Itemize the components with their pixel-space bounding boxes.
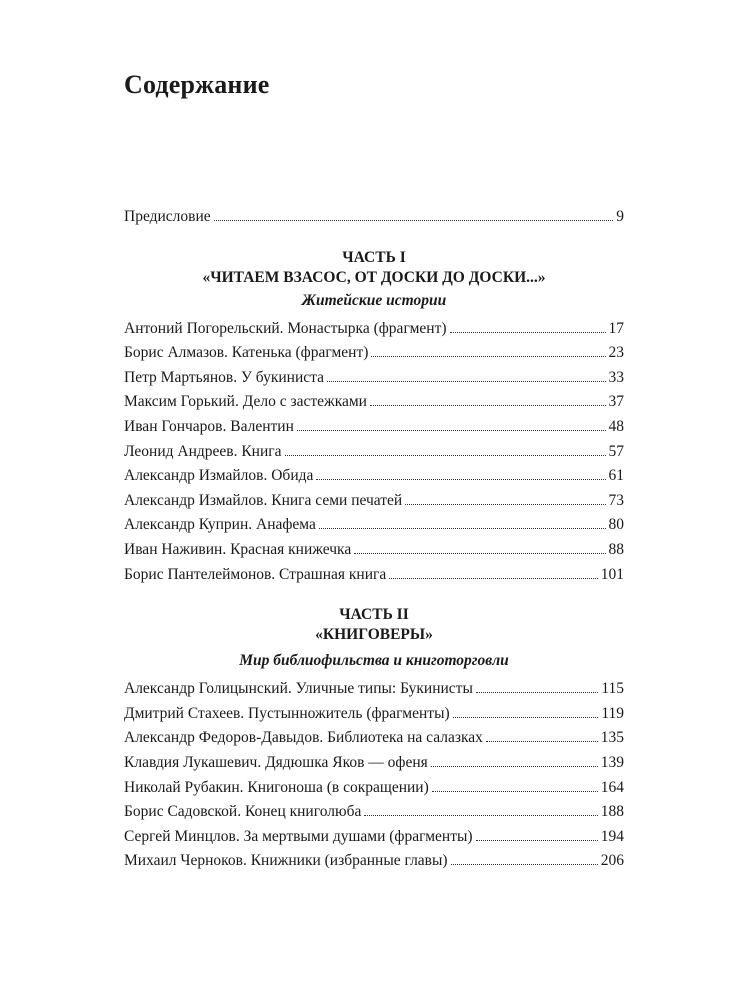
part-2-name: «КНИГОВЕРЫ»: [315, 626, 433, 644]
dot-leader: [476, 840, 598, 841]
toc-entry-page: 101: [600, 565, 624, 583]
toc-entry-label: Дмитрий Стахеев. Пустынножитель (фрагменты): [124, 704, 450, 722]
toc-entry-label: Антоний Погорельский. Монастырка (фрагмент): [124, 319, 447, 337]
dot-leader: [285, 455, 606, 456]
toc-entry-page: 73: [608, 491, 624, 509]
dot-leader: [389, 578, 597, 579]
toc-entry-label: Сергей Минцлов. За мертвыми душами (фрагменты): [124, 827, 473, 845]
part-2-subtitle: Мир библиофильства и книготорговли: [239, 652, 509, 670]
toc-entry[interactable]: [124, 440, 624, 465]
dot-leader: [354, 553, 605, 554]
toc-entry-page: 80: [608, 516, 624, 534]
toc-entry[interactable]: [124, 390, 624, 415]
dot-leader: [370, 405, 606, 406]
toc-entry-label: Леонид Андреев. Книга: [124, 442, 282, 460]
toc-entry[interactable]: [124, 849, 624, 874]
dot-leader: [297, 430, 606, 431]
dot-leader: [450, 332, 606, 333]
toc-entry[interactable]: [124, 563, 624, 588]
toc-entry-page: 23: [608, 344, 624, 362]
toc-entry-label: Александр Измайлов. Книга семи печатей: [124, 491, 403, 509]
toc-entry-page: 206: [600, 852, 624, 870]
toc-entry-label: Борис Садовской. Конец книголюба: [124, 803, 362, 821]
toc-entry-label: Александр Голицынский. Уличные типы: Букинисты: [124, 680, 473, 698]
toc-entry-page: 135: [600, 729, 624, 747]
toc-entry[interactable]: [124, 513, 624, 538]
toc-entry-label: Николай Рубакин. Книгоноша (в сокращении): [124, 778, 429, 796]
toc-entry-label: Александр Федоров-Давыдов. Библиотека на салазках: [124, 729, 483, 747]
toc-entry-page: 33: [608, 368, 624, 386]
toc-entry-label: Александр Измайлов. Обида: [124, 467, 314, 485]
page-title: Содержание: [124, 70, 270, 99]
part-2-heading: ЧАСТЬ II: [339, 606, 409, 624]
toc-entry[interactable]: [124, 341, 624, 366]
table-of-contents: [124, 205, 624, 874]
toc-entry[interactable]: [124, 366, 624, 391]
toc-entry[interactable]: [124, 489, 624, 514]
toc-entry-label: Предисловие: [124, 208, 211, 225]
toc-entry-page: 115: [601, 680, 624, 698]
dot-leader: [476, 692, 598, 693]
toc-entry-page: 17: [608, 319, 624, 337]
toc-entry[interactable]: [124, 776, 624, 801]
toc-entry-page: 57: [608, 442, 624, 460]
toc-entry-label: Клавдия Лукашевич. Дядюшка Яков — офеня: [124, 753, 428, 771]
part-2-entries: [124, 677, 624, 874]
toc-entry[interactable]: [124, 702, 624, 727]
dot-leader: [405, 504, 605, 505]
toc-entry[interactable]: [124, 538, 624, 563]
toc-entry-page: 48: [608, 417, 624, 435]
part-1-name: «ЧИТАЕМ ВЗАСОС, ОТ ДОСКИ ДО ДОСКИ...»: [202, 268, 546, 286]
dot-leader: [431, 766, 598, 767]
toc-entry-label: Борис Пантелеймонов. Страшная книга: [124, 565, 387, 583]
toc-entry-page: 188: [600, 803, 624, 821]
toc-entry-page: 88: [608, 540, 624, 558]
dot-leader: [371, 356, 605, 357]
toc-entry-label: Борис Алмазов. Катенька (фрагмент): [124, 344, 369, 362]
toc-entry-preface[interactable]: [124, 205, 624, 230]
toc-entry[interactable]: [124, 317, 624, 342]
toc-entry-label: Иван Гончаров. Валентин: [124, 417, 294, 435]
toc-entry-label: Петр Мартьянов. У букиниста: [124, 368, 324, 386]
toc-entry-page: 37: [608, 393, 624, 411]
toc-entry-page: 164: [600, 778, 624, 796]
dot-leader: [316, 479, 605, 480]
toc-entry-page: 9: [616, 208, 624, 225]
toc-entry-page: 61: [608, 467, 624, 485]
dot-leader: [319, 528, 606, 529]
toc-entry[interactable]: [124, 464, 624, 489]
dot-leader: [214, 220, 614, 221]
toc-entry-page: 194: [600, 827, 624, 845]
toc-entry-label: Максим Горький. Дело с застежками: [124, 393, 367, 411]
toc-entry[interactable]: [124, 751, 624, 776]
toc-entry[interactable]: [124, 825, 624, 850]
toc-entry-label: Александр Куприн. Анафема: [124, 516, 316, 534]
dot-leader: [327, 381, 606, 382]
dot-leader: [451, 864, 598, 865]
part-1-subtitle: Житейские истории: [301, 291, 447, 309]
part-1-heading: ЧАСТЬ I: [342, 248, 406, 266]
toc-entry-label: Михаил Черноков. Книжники (избранные главы): [124, 852, 448, 870]
toc-entry-page: 139: [600, 753, 624, 771]
toc-entry[interactable]: [124, 800, 624, 825]
toc-entry[interactable]: [124, 677, 624, 702]
dot-leader: [486, 741, 598, 742]
dot-leader: [432, 791, 598, 792]
toc-entry[interactable]: [124, 726, 624, 751]
toc-entry-page: 119: [601, 704, 624, 722]
part-1-entries: [124, 317, 624, 588]
dot-leader: [364, 815, 597, 816]
toc-entry[interactable]: [124, 415, 624, 440]
toc-entry-label: Иван Наживин. Красная книжечка: [124, 540, 352, 558]
dot-leader: [453, 717, 599, 718]
